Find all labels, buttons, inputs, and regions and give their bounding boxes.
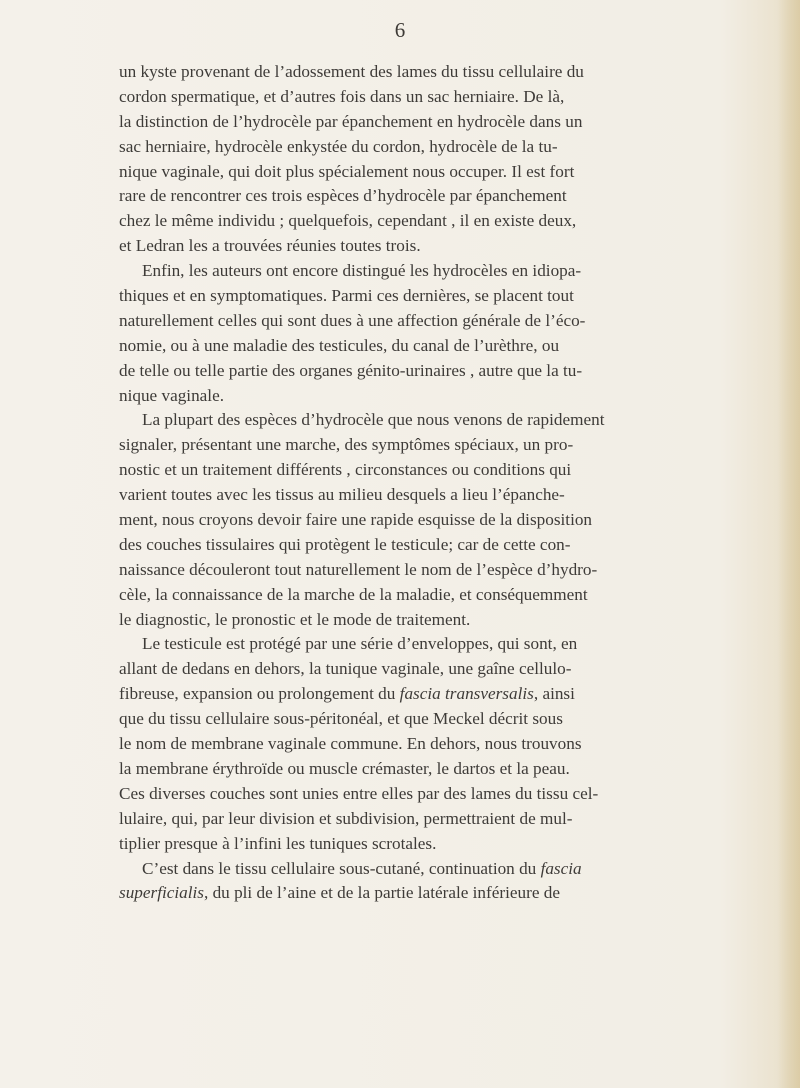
text-line [119, 60, 704, 85]
text-line-main: varient toutes avec les tissus au milieu desquels a lieu l’épanche- [119, 485, 565, 505]
text-line [119, 782, 704, 807]
text-line [119, 234, 704, 259]
text-line-main: tiplier presque à l’infini les tuniques scrotales. [119, 833, 437, 853]
text-line [119, 608, 704, 633]
text-line-main: naturellement celles qui sont dues à une affection générale de l’éco- [119, 310, 586, 330]
text-line-main: La plupart des espèces d’hydrocèle que nous venons de rapidement [142, 410, 605, 430]
text-line-main: chez le même individu ; quelquefois, cependant , il en existe deux, [119, 211, 577, 231]
text-line [119, 209, 704, 234]
text-line-main: de telle ou telle partie des organes génito-urinaires , autre que la tu- [119, 360, 583, 380]
text-line [119, 334, 704, 359]
text-line-after: , du pli de l’aine et de la partie latérale inférieure de [203, 883, 560, 903]
text-line [119, 807, 704, 832]
text-line-main: rare de rencontrer ces trois espèces d’hydrocèle par épanchement [119, 186, 567, 206]
text-line [119, 408, 704, 433]
text-line-main: ment, nous croyons devoir faire une rapide esquisse de la disposition [119, 510, 593, 530]
text-line [119, 359, 704, 384]
text-line-main: la membrane érythroïde ou muscle crémaster, le dartos et la peau. [119, 758, 570, 778]
text-line-main: lulaire, qui, par leur division et subdivision, permettraient de mul- [119, 808, 573, 828]
text-line-main: nostic et un traitement différents , circonstances ou conditions qui [119, 460, 572, 480]
text-line-main: signaler, présentant une marche, des symptômes spéciaux, un pro- [119, 435, 574, 455]
text-line-main: Le testicule est protégé par une série d’enveloppes, qui sont, en [142, 634, 578, 654]
text-line [119, 433, 704, 458]
text-line-main: nique vaginale, qui doit plus spécialement nous occuper. Il est fort [119, 161, 575, 181]
text-line [119, 583, 704, 608]
text-line [119, 309, 704, 334]
page-edge-stain [778, 0, 800, 1088]
text-line-main: allant de dedans en dehors, la tunique vaginale, une gaîne cellulo- [119, 659, 572, 679]
text-line-main: cèle, la connaissance de la marche de la maladie, et conséquemment [119, 584, 588, 604]
text-line-main: nique vaginale. [119, 385, 224, 405]
text-line-main: et Ledran les a trouvées réunies toutes trois. [119, 236, 421, 256]
text-line [119, 632, 704, 657]
text-line [119, 384, 704, 409]
text-line [119, 184, 704, 209]
text-line-main: naissance découleront tout naturellement le nom de l’espèce d’hydro- [119, 559, 598, 579]
text-line [119, 135, 704, 160]
text-line [119, 832, 704, 857]
text-line [119, 682, 704, 707]
text-line-italic: fascia transversalis [399, 684, 534, 704]
text-line [119, 533, 704, 558]
text-line-main: le nom de membrane vaginale commune. En dehors, nous trouvons [119, 734, 582, 754]
text-line-main: que du tissu cellulaire sous-péritonéal, et que Meckel décrit sous [119, 709, 563, 729]
body-text [119, 60, 704, 906]
text-line-main: thiques et en symptomatiques. Parmi ces dernières, se placent tout [119, 286, 574, 306]
text-line [119, 657, 704, 682]
text-line [119, 483, 704, 508]
text-line [119, 110, 704, 135]
text-line [119, 707, 704, 732]
text-line-main: cordon spermatique, et d’autres fois dans un sac herniaire. De là, [119, 86, 565, 106]
text-line [119, 160, 704, 185]
text-line [119, 558, 704, 583]
text-line-main: Ces diverses couches sont unies entre elles par des lames du tissu cel- [119, 783, 599, 803]
text-line [119, 857, 704, 882]
text-line-main: Enfin, les auteurs ont encore distingué les hydrocèles en idiopa- [142, 261, 582, 281]
text-line [119, 458, 704, 483]
text-line-main: nomie, ou à une maladie des testicules, du canal de l’urèthre, ou [119, 335, 560, 355]
text-line-main: C’est dans le tissu cellulaire sous-cutané, continuation du [142, 858, 537, 878]
text-line [119, 757, 704, 782]
text-line [119, 732, 704, 757]
text-line-main: sac herniaire, hydrocèle enkystée du cordon, hydrocèle de la tu- [119, 136, 558, 156]
text-line-italic: fascia [540, 858, 582, 878]
text-line-after: , ainsi [533, 684, 575, 704]
text-line [119, 85, 704, 110]
text-line [119, 881, 704, 906]
text-line-main: le diagnostic, le pronostic et le mode de traitement. [119, 609, 471, 629]
text-line-main: un kyste provenant de l’adossement des lames du tissu cellulaire du [119, 62, 584, 81]
text-line [119, 284, 704, 309]
text-line-main: fibreuse, expansion ou prolongement du [119, 684, 396, 704]
text-line-main: la distinction de l’hydrocèle par épanchement en hydrocèle dans un [119, 111, 583, 131]
page-number: 6 [394, 18, 406, 42]
text-line-main: des couches tissulaires qui protègent le testicule; car de cette con- [119, 534, 571, 554]
text-line-italic: superficialis [119, 883, 204, 903]
text-line [119, 508, 704, 533]
text-line [119, 259, 704, 284]
